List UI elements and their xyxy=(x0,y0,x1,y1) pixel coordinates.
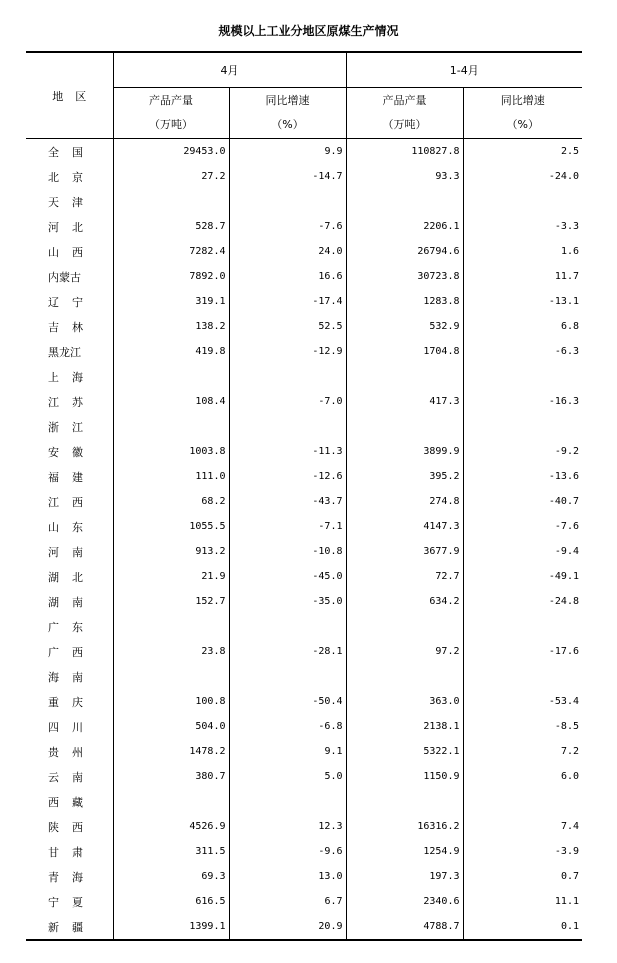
cell-ytd-output: 3677.9 xyxy=(346,539,463,564)
cell-apr-growth: 52.5 xyxy=(229,314,346,339)
cell-ytd-growth: -6.3 xyxy=(554,346,579,357)
cell-region: 浙江 xyxy=(26,414,113,439)
cell-region: 山西 xyxy=(26,239,113,264)
table-row xyxy=(26,339,582,364)
cell-ytd-growth: 2.5 xyxy=(560,146,579,157)
cell-apr-growth: -45.0 xyxy=(229,564,346,589)
cell-apr-growth: -17.4 xyxy=(229,289,346,314)
cell-ytd-growth xyxy=(463,189,582,214)
cell-ytd-output: 395.2 xyxy=(346,464,463,489)
header-apr-growth-unit: （%） xyxy=(271,118,304,131)
cell-apr-growth: -14.7 xyxy=(229,164,346,189)
cell-ytd-growth: -13.6 xyxy=(548,471,579,482)
cell-region: 贵州 xyxy=(26,739,113,764)
cell-region: 黑龙江 xyxy=(26,339,113,364)
cell-apr-output: 111.0 xyxy=(113,464,229,489)
cell-apr-growth: 9.9 xyxy=(229,139,346,165)
cell-region: 安徽 xyxy=(26,439,113,464)
cell-region: 海南 xyxy=(26,664,113,689)
cell-apr-output: 68.2 xyxy=(113,489,229,514)
table-row xyxy=(26,264,582,289)
table-row xyxy=(26,139,582,165)
cell-apr-growth: 20.9 xyxy=(229,914,346,940)
cell-ytd-output: 363.0 xyxy=(346,689,463,714)
cell-ytd-growth: 11.1 xyxy=(554,896,579,907)
cell-apr-growth xyxy=(229,189,346,214)
table-row xyxy=(26,214,582,239)
cell-region: 江苏 xyxy=(26,389,113,414)
table-row xyxy=(26,839,582,864)
cell-ytd-growth: -24.8 xyxy=(548,596,579,607)
cell-region: 福建 xyxy=(26,464,113,489)
table-row xyxy=(26,439,582,464)
cell-ytd-growth: -3.9 xyxy=(554,846,579,857)
cell-region: 河南 xyxy=(26,539,113,564)
header-apr-growth-label: 同比增速 xyxy=(265,94,310,107)
cell-apr-output xyxy=(113,364,229,389)
cell-ytd-output: 93.3 xyxy=(346,164,463,189)
cell-ytd-output: 532.9 xyxy=(346,314,463,339)
header-ytd-output-unit: （万吨） xyxy=(382,118,427,131)
table-row xyxy=(26,364,582,389)
cell-region: 青海 xyxy=(26,864,113,889)
cell-ytd-growth: -7.6 xyxy=(554,521,579,532)
cell-apr-growth: -35.0 xyxy=(229,589,346,614)
table-body xyxy=(26,139,582,941)
cell-apr-growth xyxy=(229,364,346,389)
data-table xyxy=(26,51,582,941)
cell-region: 宁夏 xyxy=(26,889,113,914)
header-apr-output-label: 产品产量 xyxy=(149,94,193,107)
table-row xyxy=(26,589,582,614)
cell-apr-growth: 16.6 xyxy=(229,264,346,289)
cell-apr-growth xyxy=(229,664,346,689)
header-group-jan-apr: 1-4月 xyxy=(346,52,582,88)
cell-region: 广东 xyxy=(26,614,113,639)
cell-ytd-output xyxy=(346,614,463,639)
cell-region: 甘肃 xyxy=(26,839,113,864)
cell-region: 吉林 xyxy=(26,314,113,339)
cell-ytd-growth: -40.7 xyxy=(548,496,579,507)
table-row xyxy=(26,189,582,214)
cell-apr-growth: -7.1 xyxy=(229,514,346,539)
header-apr-output xyxy=(113,88,229,139)
table-row xyxy=(26,164,582,189)
cell-region: 江西 xyxy=(26,489,113,514)
table-row xyxy=(26,539,582,564)
cell-apr-growth: -7.6 xyxy=(229,214,346,239)
cell-apr-output: 419.8 xyxy=(113,339,229,364)
cell-ytd-output: 197.3 xyxy=(346,864,463,889)
cell-ytd-output: 2206.1 xyxy=(346,214,463,239)
header-group-april: 4月 xyxy=(113,52,346,88)
cell-apr-growth: -6.8 xyxy=(229,714,346,739)
header-region: 地区 xyxy=(26,52,113,139)
cell-apr-growth: -12.9 xyxy=(229,339,346,364)
cell-ytd-output: 30723.8 xyxy=(346,264,463,289)
cell-ytd-growth: 0.7 xyxy=(560,871,579,882)
cell-ytd-growth: -49.1 xyxy=(548,571,579,582)
cell-apr-growth: -10.8 xyxy=(229,539,346,564)
cell-ytd-growth: 6.8 xyxy=(560,321,579,332)
cell-ytd-growth: -3.3 xyxy=(554,221,579,232)
cell-region: 重庆 xyxy=(26,689,113,714)
cell-ytd-output xyxy=(346,789,463,814)
header-ytd-growth xyxy=(463,88,582,139)
cell-ytd-growth: -17.6 xyxy=(548,646,579,657)
cell-ytd-output: 417.3 xyxy=(346,389,463,414)
cell-ytd-output xyxy=(346,414,463,439)
cell-apr-output: 528.7 xyxy=(113,214,229,239)
table-row xyxy=(26,289,582,314)
cell-apr-growth: 12.3 xyxy=(229,814,346,839)
cell-region: 湖南 xyxy=(26,589,113,614)
cell-apr-output: 380.7 xyxy=(113,764,229,789)
cell-apr-output xyxy=(113,189,229,214)
header-apr-growth xyxy=(229,88,346,139)
cell-ytd-growth: -9.4 xyxy=(554,546,579,557)
cell-apr-output: 616.5 xyxy=(113,889,229,914)
cell-ytd-output xyxy=(346,189,463,214)
cell-apr-output xyxy=(113,614,229,639)
cell-region: 上海 xyxy=(26,364,113,389)
cell-apr-growth: 5.0 xyxy=(229,764,346,789)
table-row xyxy=(26,689,582,714)
cell-apr-growth: -7.0 xyxy=(229,389,346,414)
cell-region: 北京 xyxy=(26,164,113,189)
cell-apr-output: 29453.0 xyxy=(113,139,229,165)
cell-apr-growth: 24.0 xyxy=(229,239,346,264)
cell-apr-growth xyxy=(229,414,346,439)
cell-apr-output: 1399.1 xyxy=(113,914,229,940)
table-row xyxy=(26,714,582,739)
cell-ytd-growth: 7.4 xyxy=(560,821,579,832)
cell-ytd-output: 634.2 xyxy=(346,589,463,614)
cell-apr-output: 108.4 xyxy=(113,389,229,414)
cell-apr-output: 4526.9 xyxy=(113,814,229,839)
cell-ytd-growth: -9.2 xyxy=(554,446,579,457)
cell-apr-output: 138.2 xyxy=(113,314,229,339)
cell-region: 内蒙古 xyxy=(26,264,113,289)
cell-ytd-output: 1254.9 xyxy=(346,839,463,864)
cell-ytd-growth xyxy=(463,664,582,689)
cell-apr-output: 100.8 xyxy=(113,689,229,714)
cell-apr-growth xyxy=(229,789,346,814)
cell-apr-growth: -43.7 xyxy=(229,489,346,514)
cell-region: 湖北 xyxy=(26,564,113,589)
cell-region: 云南 xyxy=(26,764,113,789)
cell-apr-output: 913.2 xyxy=(113,539,229,564)
cell-ytd-growth: -13.1 xyxy=(548,296,579,307)
cell-ytd-output: 1283.8 xyxy=(346,289,463,314)
header-ytd-output xyxy=(346,88,463,139)
table-row xyxy=(26,239,582,264)
cell-ytd-growth: 0.1 xyxy=(463,914,582,940)
table-row xyxy=(26,614,582,639)
table-row xyxy=(26,639,582,664)
cell-ytd-growth: 11.7 xyxy=(554,271,579,282)
cell-ytd-output xyxy=(346,664,463,689)
table-row xyxy=(26,564,582,589)
cell-region: 广西 xyxy=(26,639,113,664)
cell-apr-output: 7892.0 xyxy=(113,264,229,289)
cell-ytd-output: 110827.8 xyxy=(346,139,463,165)
cell-region: 河北 xyxy=(26,214,113,239)
table-row xyxy=(26,739,582,764)
table-row xyxy=(26,489,582,514)
cell-ytd-output xyxy=(346,364,463,389)
cell-ytd-growth xyxy=(463,614,582,639)
cell-ytd-growth: -16.3 xyxy=(548,396,579,407)
cell-ytd-growth xyxy=(463,414,582,439)
cell-ytd-growth: -8.5 xyxy=(554,721,579,732)
header-ytd-growth-label: 同比增速 xyxy=(500,94,545,107)
cell-ytd-output: 4788.7 xyxy=(346,914,463,940)
cell-ytd-output: 5322.1 xyxy=(346,739,463,764)
cell-region: 陕西 xyxy=(26,814,113,839)
cell-apr-growth: 6.7 xyxy=(229,889,346,914)
table-row xyxy=(26,464,582,489)
table-row xyxy=(26,514,582,539)
header-apr-output-unit: （万吨） xyxy=(149,118,193,131)
cell-apr-growth: -9.6 xyxy=(229,839,346,864)
cell-region: 全国 xyxy=(26,139,113,165)
cell-ytd-growth: 6.0 xyxy=(560,771,579,782)
cell-ytd-output: 97.2 xyxy=(346,639,463,664)
cell-apr-output: 21.9 xyxy=(113,564,229,589)
table-row xyxy=(26,414,582,439)
table-header xyxy=(26,52,582,139)
cell-apr-growth: 13.0 xyxy=(229,864,346,889)
table-row xyxy=(26,314,582,339)
table-row xyxy=(26,864,582,889)
cell-ytd-growth: -24.0 xyxy=(548,171,579,182)
cell-apr-output: 504.0 xyxy=(113,714,229,739)
table-row xyxy=(26,789,582,814)
cell-apr-growth: -50.4 xyxy=(229,689,346,714)
cell-region: 西藏 xyxy=(26,789,113,814)
cell-ytd-output: 274.8 xyxy=(346,489,463,514)
cell-ytd-growth: 7.2 xyxy=(560,746,579,757)
cell-ytd-output: 2138.1 xyxy=(346,714,463,739)
cell-apr-output: 311.5 xyxy=(113,839,229,864)
cell-region: 辽宁 xyxy=(26,289,113,314)
header-ytd-growth-unit: （%） xyxy=(506,118,539,131)
cell-apr-output: 1055.5 xyxy=(113,514,229,539)
cell-apr-growth: 9.1 xyxy=(229,739,346,764)
cell-apr-growth xyxy=(229,614,346,639)
cell-ytd-growth: -53.4 xyxy=(548,696,579,707)
cell-region: 山东 xyxy=(26,514,113,539)
cell-apr-output: 1478.2 xyxy=(113,739,229,764)
cell-apr-output: 7282.4 xyxy=(113,239,229,264)
cell-apr-output: 1003.8 xyxy=(113,439,229,464)
cell-ytd-growth xyxy=(463,364,582,389)
cell-apr-output: 69.3 xyxy=(113,864,229,889)
cell-region: 天津 xyxy=(26,189,113,214)
cell-ytd-growth xyxy=(463,789,582,814)
cell-apr-output: 23.8 xyxy=(113,639,229,664)
cell-apr-output: 152.7 xyxy=(113,589,229,614)
table-row xyxy=(26,889,582,914)
table-title: 规模以上工业分地区原煤生产情况 xyxy=(218,24,399,38)
cell-ytd-output: 4147.3 xyxy=(346,514,463,539)
cell-apr-output xyxy=(113,789,229,814)
cell-region: 新疆 xyxy=(26,914,113,940)
cell-ytd-output: 16316.2 xyxy=(346,814,463,839)
cell-apr-output xyxy=(113,414,229,439)
cell-apr-growth: -12.6 xyxy=(229,464,346,489)
cell-apr-output: 319.1 xyxy=(113,289,229,314)
cell-ytd-output: 2340.6 xyxy=(346,889,463,914)
coal-production-table xyxy=(26,51,582,941)
cell-ytd-output: 72.7 xyxy=(346,564,463,589)
cell-ytd-output: 26794.6 xyxy=(346,239,463,264)
table-row xyxy=(26,664,582,689)
cell-ytd-growth: 1.6 xyxy=(560,246,579,257)
cell-ytd-output: 3899.9 xyxy=(346,439,463,464)
cell-ytd-output: 1150.9 xyxy=(346,764,463,789)
header-ytd-output-label: 产品产量 xyxy=(382,94,427,107)
cell-apr-output: 27.2 xyxy=(113,164,229,189)
cell-region: 四川 xyxy=(26,714,113,739)
cell-apr-output xyxy=(113,664,229,689)
cell-apr-growth: -11.3 xyxy=(229,439,346,464)
table-row xyxy=(26,764,582,789)
table-row xyxy=(26,914,582,940)
cell-apr-growth: -28.1 xyxy=(229,639,346,664)
cell-ytd-output: 1704.8 xyxy=(346,339,463,364)
table-row xyxy=(26,814,582,839)
table-row xyxy=(26,389,582,414)
